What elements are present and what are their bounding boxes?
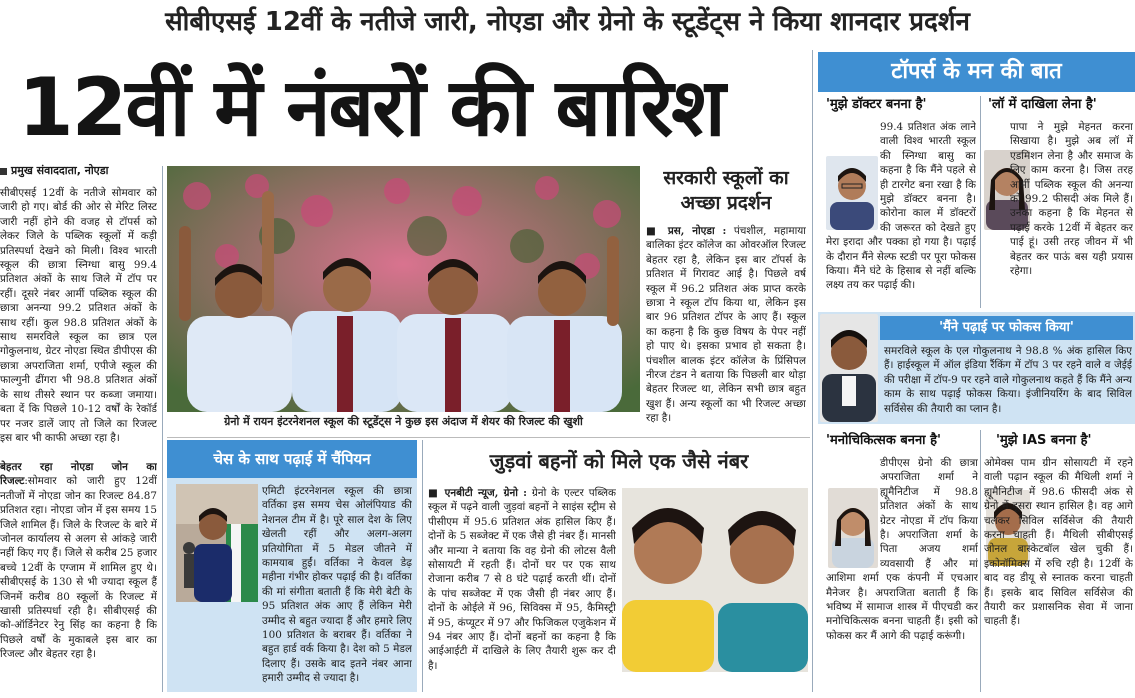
photo-caption: ग्रेनो में रायन इंटरनेशनल स्कूल की स्टूडेंट्स ने कुछ इस अंदाज में शेयर की रिजल्ट की खुशी <box>224 415 583 428</box>
section-divider <box>167 437 810 438</box>
sidebar-box1-headline: 'मुझे डॉक्टर बनना है' <box>826 97 927 112</box>
main-headline: 12वीं में नंबरों की बारिश <box>18 61 724 154</box>
column-divider-2 <box>422 440 423 692</box>
sidebar-box1-body: 99.4 प्रतिशत अंक लाने वाली विश्व भारती स्कूल की स्निग्धा बासु का कहना है कि मैंने पहले से ही टारगेट बना रखा है कि मुझे डॉक्टर बनना है। कोरोना काल में डॉक्टरों की जरूरत को देखते हुए मेरा इरादा और पक्का हो गया है। पढ़ाई के दौरान मैंने सेल्फ स्टडी पर पूरा फोकस किया। मैंने घंटे के हिसाब से नहीं बल्कि लक्ष्य तय कर पढ़ाई की। <box>826 121 976 292</box>
sidebar-box5-headline: 'मुझे IAS बनना है' <box>996 433 1092 448</box>
sidebar-box3-body: समरविले स्कूल के एल गोकुलनाथ ने 98.8 % अंक हासिल किए हैं। हाईस्कूल में ऑल इंडिया रैंकिंग में टॉप 3 पर रहने वाले व जेईई की परीक्षा में टॉप-9 पर रहने वाले गोकुलनाथ कहते हैं कि मैंने अन्य काम के साथ पढ़ाई फोकस किया। इंजीनियरिंग के बाद सिविल सर्विसेस की तैयारी का प्लान है। <box>884 345 1132 415</box>
chess-photo <box>176 484 258 602</box>
twins-photo <box>622 488 808 672</box>
sidebar-inner-divider <box>980 96 981 308</box>
twins-story-headline: जुड़वां बहनों को मिले एक जैसे नंबर <box>489 449 749 473</box>
main-story-p2 <box>0 460 157 692</box>
govt-story-body <box>646 224 806 434</box>
twins-story-dateline: ■ एनबीटी न्यूज, ग्रेनो : <box>428 487 528 499</box>
column-divider <box>162 166 163 692</box>
sidebar-divider <box>812 50 813 692</box>
photo-spacer <box>826 456 880 568</box>
sidebar-title: टॉपर्स के मन की बात <box>818 52 1135 92</box>
sidebar-box5-body: ओमेक्स पाम ग्रीन सोसायटी में रहने वाली पढ़ान स्कूल की मैथिली शर्मा ने ह्यूमैनिटीज में 98.6 फीसदी अंक से ग्रेनो में दूसरा स्थान हासिल है। वह आगे चलकर सिविल सर्विसेज की तैयारी करना चाहती हैं। मैथिली सीबीएसई जोनल बास्केटबॉल खेल चुकी हैं। इकोनॉमिक्स में रुचि रही है। 12वीं के बाद वह डीयू से स्नातक करना चाहती हैं। इसके बाद सिविल सर्विसेज की तैयारी कर प्रशासनिक सेवा में जाना चाहती हैं। <box>984 457 1133 628</box>
main-story-subhead: बेहतर रहा नोएडा जोन का रिजल्ट <box>0 461 157 488</box>
sidebar-box2-body: पापा ने मुझे मेहनत करना सिखाया है। मुझे अब लॉ में एडमिशन लेना है और समाज के लिए काम करना है। जिस तरह आर्मी पब्लिक स्कूल की अनन्या को 99.2 फीसदी अंक मिले हैं। उनका कहना है कि मेहनत से पढ़ाई करके 12वीं में बेहतर कर पाई हूं। उसी तरह जीवन में भी बेहतर कर पाऊं बस यही प्रयास रहेगा। <box>1010 121 1133 278</box>
sidebar-box4-body: डीपीएस ग्रेनो की छात्रा अपराजिता शर्मा ने ह्यूमैनिटीज में 98.8 प्रतिशत अंकों के साथ ग्रेटर नोएडा में टॉप किया है। अपराजिता शर्मा के पिता अजय शर्मा व्यवसायी हैं और मां आशिमा शर्मा एक कंपनी में एचआर मैनेजर है। अपराजिता बताती हैं कि भविष्य में सामाज शास्त्र में पीएचडी कर मनोचिकित्सक बनना चाहती हैं। इसी को फोकस कर मैं आगे की पढ़ाई करूंगी। <box>826 457 978 642</box>
twins-story-body <box>428 486 616 688</box>
byline-text: प्रमुख संवाददाता, नोएडा <box>11 164 109 177</box>
main-story-p2-text: :सोमवार को जारी हुए 12वीं नतीजों में नोएडा जोन का रिजल्ट 84.87 प्रतिशत रहा। नोएडा जोन में इस समय 15 जिले शामिल हैं। जिले के रिजल्ट के बारे में जोनल कार्यालय से अलग से आंकड़े जारी नहीं किए गए हैं। जिले से करीब 25 हजार बच्चे 12वीं के एग्जाम में शामिल हुए थे। सीबीएसई के 130 से भी ज्यादा स्कूल हैं जिनमें करीब 80 स्कूलों के रिजल्ट में खासी प्रतिस्पर्धा रही है। सीबीएसई की को-ऑर्डिनेटर रेनु सिंह का कहना है कि पिछले वर्षों के मुकाबले इस बार का रिजल्ट और बेहतर रहा है। <box>0 475 157 661</box>
govt-story-text: पंचशील, महामाया बालिका इंटर कॉलेज का ओवरऑल रिजल्ट बेहतर रहा है, लेकिन इस बार टॉपर्स के प्रतिशत में गिरावट आई है। पिछले वर्ष स्कूल में 96.2 प्रतिशत अंक प्राप्त करके छात्रा ने स्कूल टॉप किया था, लेकिन इस बार 96 प्रतिशत टॉपर के आए हैं। स्कूल का कहना है कि कुछ विषय के पेपर नहीं हो पाए थे। इसका प्रभाव हो सकता है। पंचशील बालक इंटर कॉलेज के प्रिंसिपल नीरज टंडन ने बताया कि पिछली बार थोड़ा बेहतर रिजल्ट था, लेकिन सभी छात्र बहुत खुश हैं। अन्य स्कूलों का भी रिजल्ट अच्छा रहा है। <box>646 225 806 425</box>
chess-story-headline: चेस के साथ पढ़ाई में चैंपियन <box>167 440 417 478</box>
govt-story-headline: सरकारी स्कूलों का अच्छा प्रदर्शन <box>663 167 789 214</box>
twins-story-text: ग्रेनो के एल्टर पब्लिक स्कूल में पढ़ने वाली जुड़वां बहनों ने साइंस स्ट्रीम से पीसीएम में 95.6 प्रतिशत अंक हासिल किए हैं। दोनों के 5 सब्जेक्ट में एक जैसे ही नंबर हैं। मानसी और मान्या ने बताया कि वह ग्रेनो की लोटस वैली सोसायटी में रहती हैं। दोनों घर पर एक साथ रोजाना करीब 7 से 8 घंटे पढ़ाई करती थीं। दोनों के पांच सब्जेक्ट में एक जैसी ही नंबर आए हैं। दोनों के ओईले में 96, सिविक्स में 95, कैमिस्ट्री में 95, कंप्यूटर में 97 और फिजिकल एजुकेशन में 94 नंबर आए हैं। दोनों बहनों का कहना है कि आईआईटी में दाखिले के लिए तैयारी शुरू कर दी है। <box>428 487 616 672</box>
sidebar-box2-headline: 'लॉ में दाखिला लेना है' <box>988 97 1097 112</box>
topper-photo-3 <box>820 314 878 422</box>
sidebar-box3-headline: 'मैंने पढ़ाई पर फोकस किया' <box>880 316 1133 340</box>
sidebar-box4-headline: 'मनोचिकित्सक बनना है' <box>826 433 941 448</box>
kicker-headline: सीबीएसई 12वीं के नतीजे जारी, नोएडा और ग्रेनो के स्टूडेंट्स ने किया शानदार प्रदर्शन <box>165 7 970 37</box>
main-photo <box>167 166 640 412</box>
sidebar-inner-divider-2 <box>980 430 981 692</box>
byline <box>0 163 158 179</box>
chess-story-body: एमिटी इंटरनेशनल स्कूल की छात्रा वर्तिका इस समय चेस ओलंपियाड की नेशनल टीम में है। पूरे साल देश के लिए खेलती रहीं और अलग-अलग प्रतियोगिता में 5 मेडल जीतने में कामयाब हुईं। वर्तिका ने केवल डेढ़ महीना गंभीर होकर पढ़ाई की है। वर्तिका की मां संगीता बताती हैं कि मेरी बेटी के 95 प्रतिशत अंक आए हैं लेकिन मेरी उम्मीद से बहुत ज्यादा हैं और हमारे लिए 100 प्रतिशत के बराबर हैं। वर्तिका ने बहुत हार्ड वर्क किया है। देश को 5 मेडल दिलाए हैं। उसके बाद इतने नंबर आना हमारी उम्मीद से ज्यादा है। <box>262 485 412 685</box>
main-story-p1: सीबीएसई 12वीं के नतीजे सोमवार को जारी हो गए। बोर्ड की ओर से मेरिट लिस्ट जारी नहीं होने की वजह से टॉपर्स को लेकर जिले के पब्लिक स्कूलों में कड़ी प्रतिस्पर्धा देखने को मिली। विश्व भारती स्कूल की छात्रा स्निग्धा बासु 99.4 प्रतिशत अंकों के साथ जिले में टॉप पर रहीं। दूसरे नंबर आर्मी पब्लिक स्कूल की छात्रा अनन्या 99.2 प्रतिशत अंकों के साथ रहीं। कुल 98.8 प्रतिशत अंकों के साथ समरविले स्कूल का छात्र एल गोकुलनाथ, ग्रेटर नोएडा स्थित डीपीएस की छात्रा अपराजिता शर्मा, एपीजे स्कूल की फाल्गुनी ढींगरा भी 98.8 प्रतिशत अंकों के साथ तीसरे स्थान पर कब्जा जमाया। बता दें कि पिछले 10-12 वर्षों के रेकॉर्ड पर नजर डालें जाए तो जिले का रिजल्ट इस बार भी काफी अच्छा रहा है। <box>0 187 157 444</box>
photo-spacer <box>826 120 880 232</box>
govt-story-dateline: ■ प्रस, नोएडा : <box>646 225 727 237</box>
